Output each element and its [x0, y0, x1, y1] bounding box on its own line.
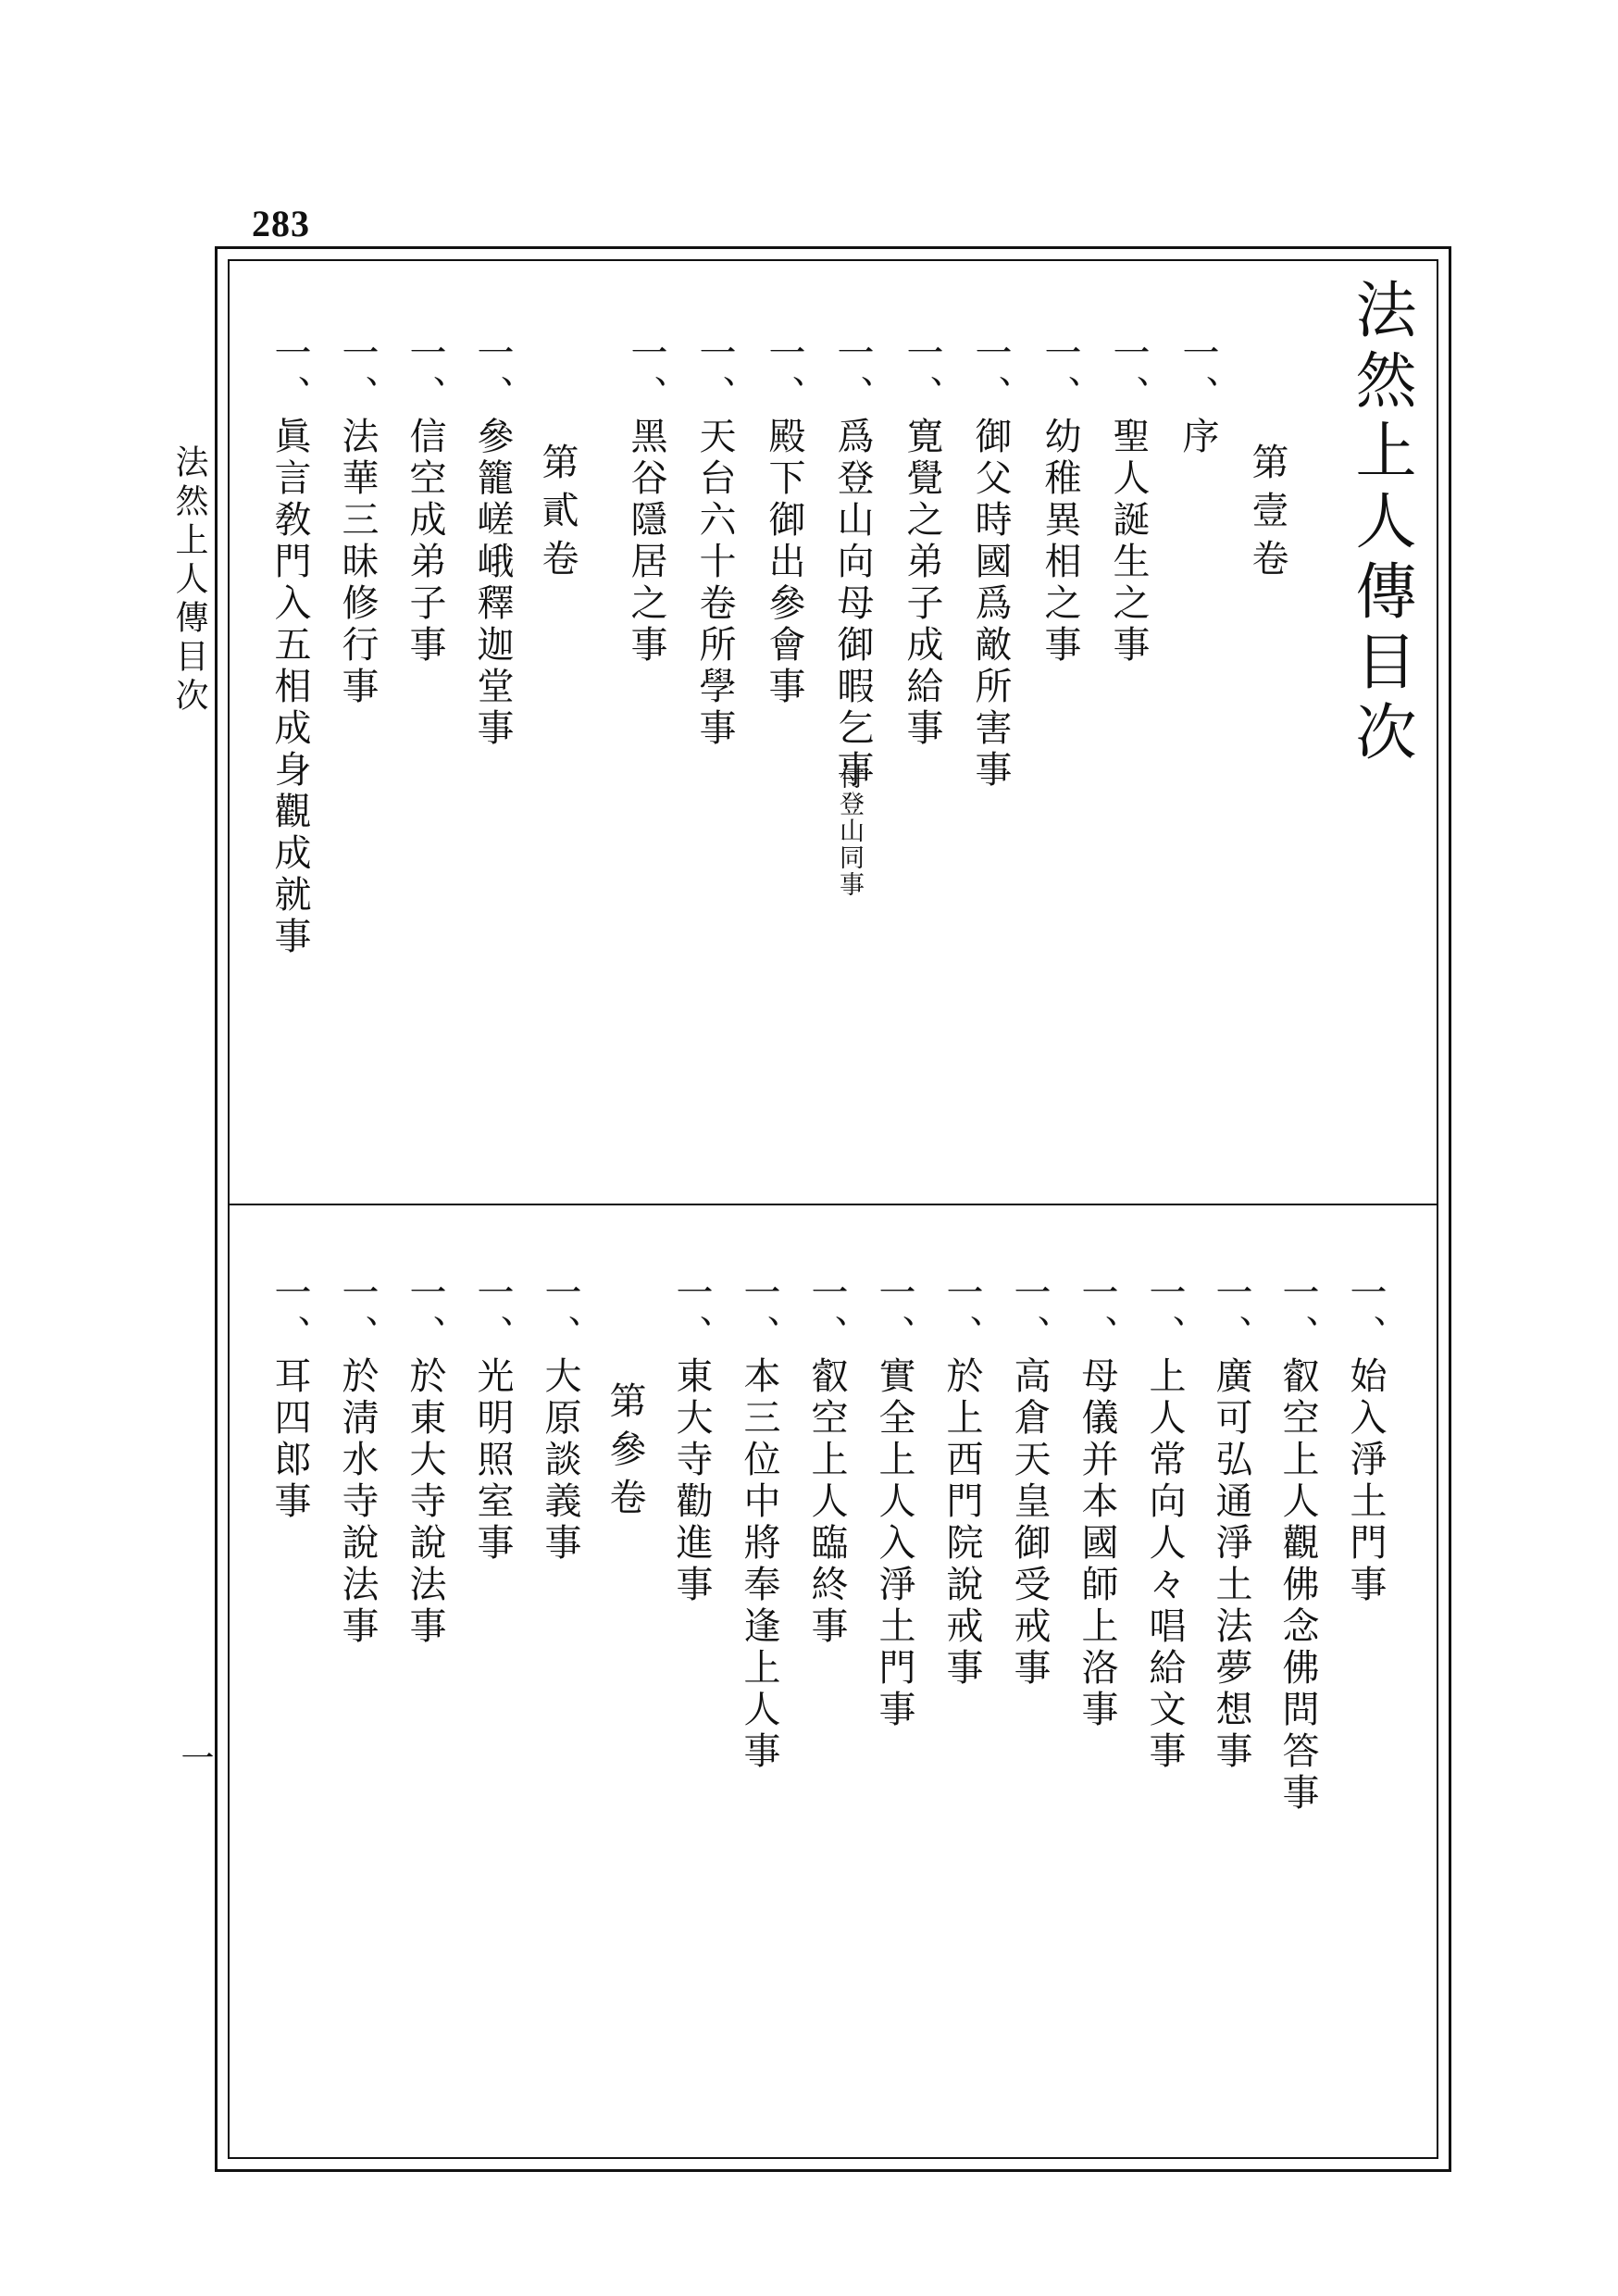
toc-entry: 一、眞言敎門入五相成身觀成就事 — [268, 333, 311, 958]
page-number: 283 — [252, 203, 310, 244]
volume-heading-1: 第壹卷 — [1246, 443, 1288, 587]
toc-entry: 一、天台六十卷所學事 — [693, 333, 736, 750]
toc-entry: 一、耳四郎事 — [268, 1273, 311, 1523]
toc-entry: 一、黑谷隱居之事 — [625, 333, 667, 667]
toc-entry: 一、信空成弟子事 — [404, 333, 446, 667]
toc-entry: 一、大原談義事 — [539, 1273, 581, 1565]
toc-entry: 一、高倉天皇御受戒事 — [1008, 1273, 1051, 1690]
toc-entry: 一、序 — [1176, 333, 1219, 458]
toc-entry: 一、上人常向人々唱給文事 — [1143, 1273, 1186, 1773]
toc-entry: 一、廣可弘通淨土法夢想事 — [1210, 1273, 1252, 1773]
toc-entry: 一、叡空上人觀佛念佛問答事 — [1276, 1273, 1319, 1815]
toc-entry: 一、本三位中將奉逢上人事 — [738, 1273, 780, 1773]
toc-entry: 一、寛覺之弟子成給事 — [901, 333, 943, 750]
section-divider — [228, 1204, 1438, 1205]
toc-entry: 一、於上西門院說戒事 — [940, 1273, 983, 1690]
volume-heading-2: 第貳卷 — [536, 443, 579, 587]
toc-entry: 一、殿下御出參會事 — [763, 333, 805, 708]
toc-entry: 一、於東大寺說法事 — [404, 1273, 446, 1648]
toc-entry: 一、東大寺勸進事 — [670, 1273, 713, 1606]
toc-entry: 一、母儀并本國師上洛事 — [1076, 1273, 1118, 1731]
toc-entry: 一、始入淨土門事 — [1344, 1273, 1387, 1606]
toc-entry: 一、法華三昧修行事 — [336, 333, 379, 708]
toc-entry: 一、參籠嵯峨釋迦堂事 — [471, 333, 514, 750]
toc-entry: 一、幼稚異相之事 — [1039, 333, 1081, 667]
toc-entry: 一、叡空上人臨終事 — [805, 1273, 848, 1648]
toc-entry-note: 付登山同事 — [835, 764, 864, 898]
running-folio: 一 — [176, 1741, 214, 1774]
toc-entry: 一、聖人誕生之事 — [1107, 333, 1150, 667]
toc-entry: 一、爲登山向母御暇乞事 — [831, 333, 874, 792]
running-head: 法然上人傳目次 — [170, 444, 208, 717]
toc-entry: 一、於淸水寺說法事 — [336, 1273, 379, 1648]
toc-entry: 一、實全上人入淨土門事 — [873, 1273, 915, 1731]
volume-heading-3: 第參卷 — [604, 1381, 646, 1526]
document-title: 法然上人傳目次 — [1345, 278, 1416, 770]
toc-entry: 一、光明照室事 — [471, 1273, 514, 1565]
toc-entry: 一、御父時國爲敵所害事 — [969, 333, 1012, 792]
